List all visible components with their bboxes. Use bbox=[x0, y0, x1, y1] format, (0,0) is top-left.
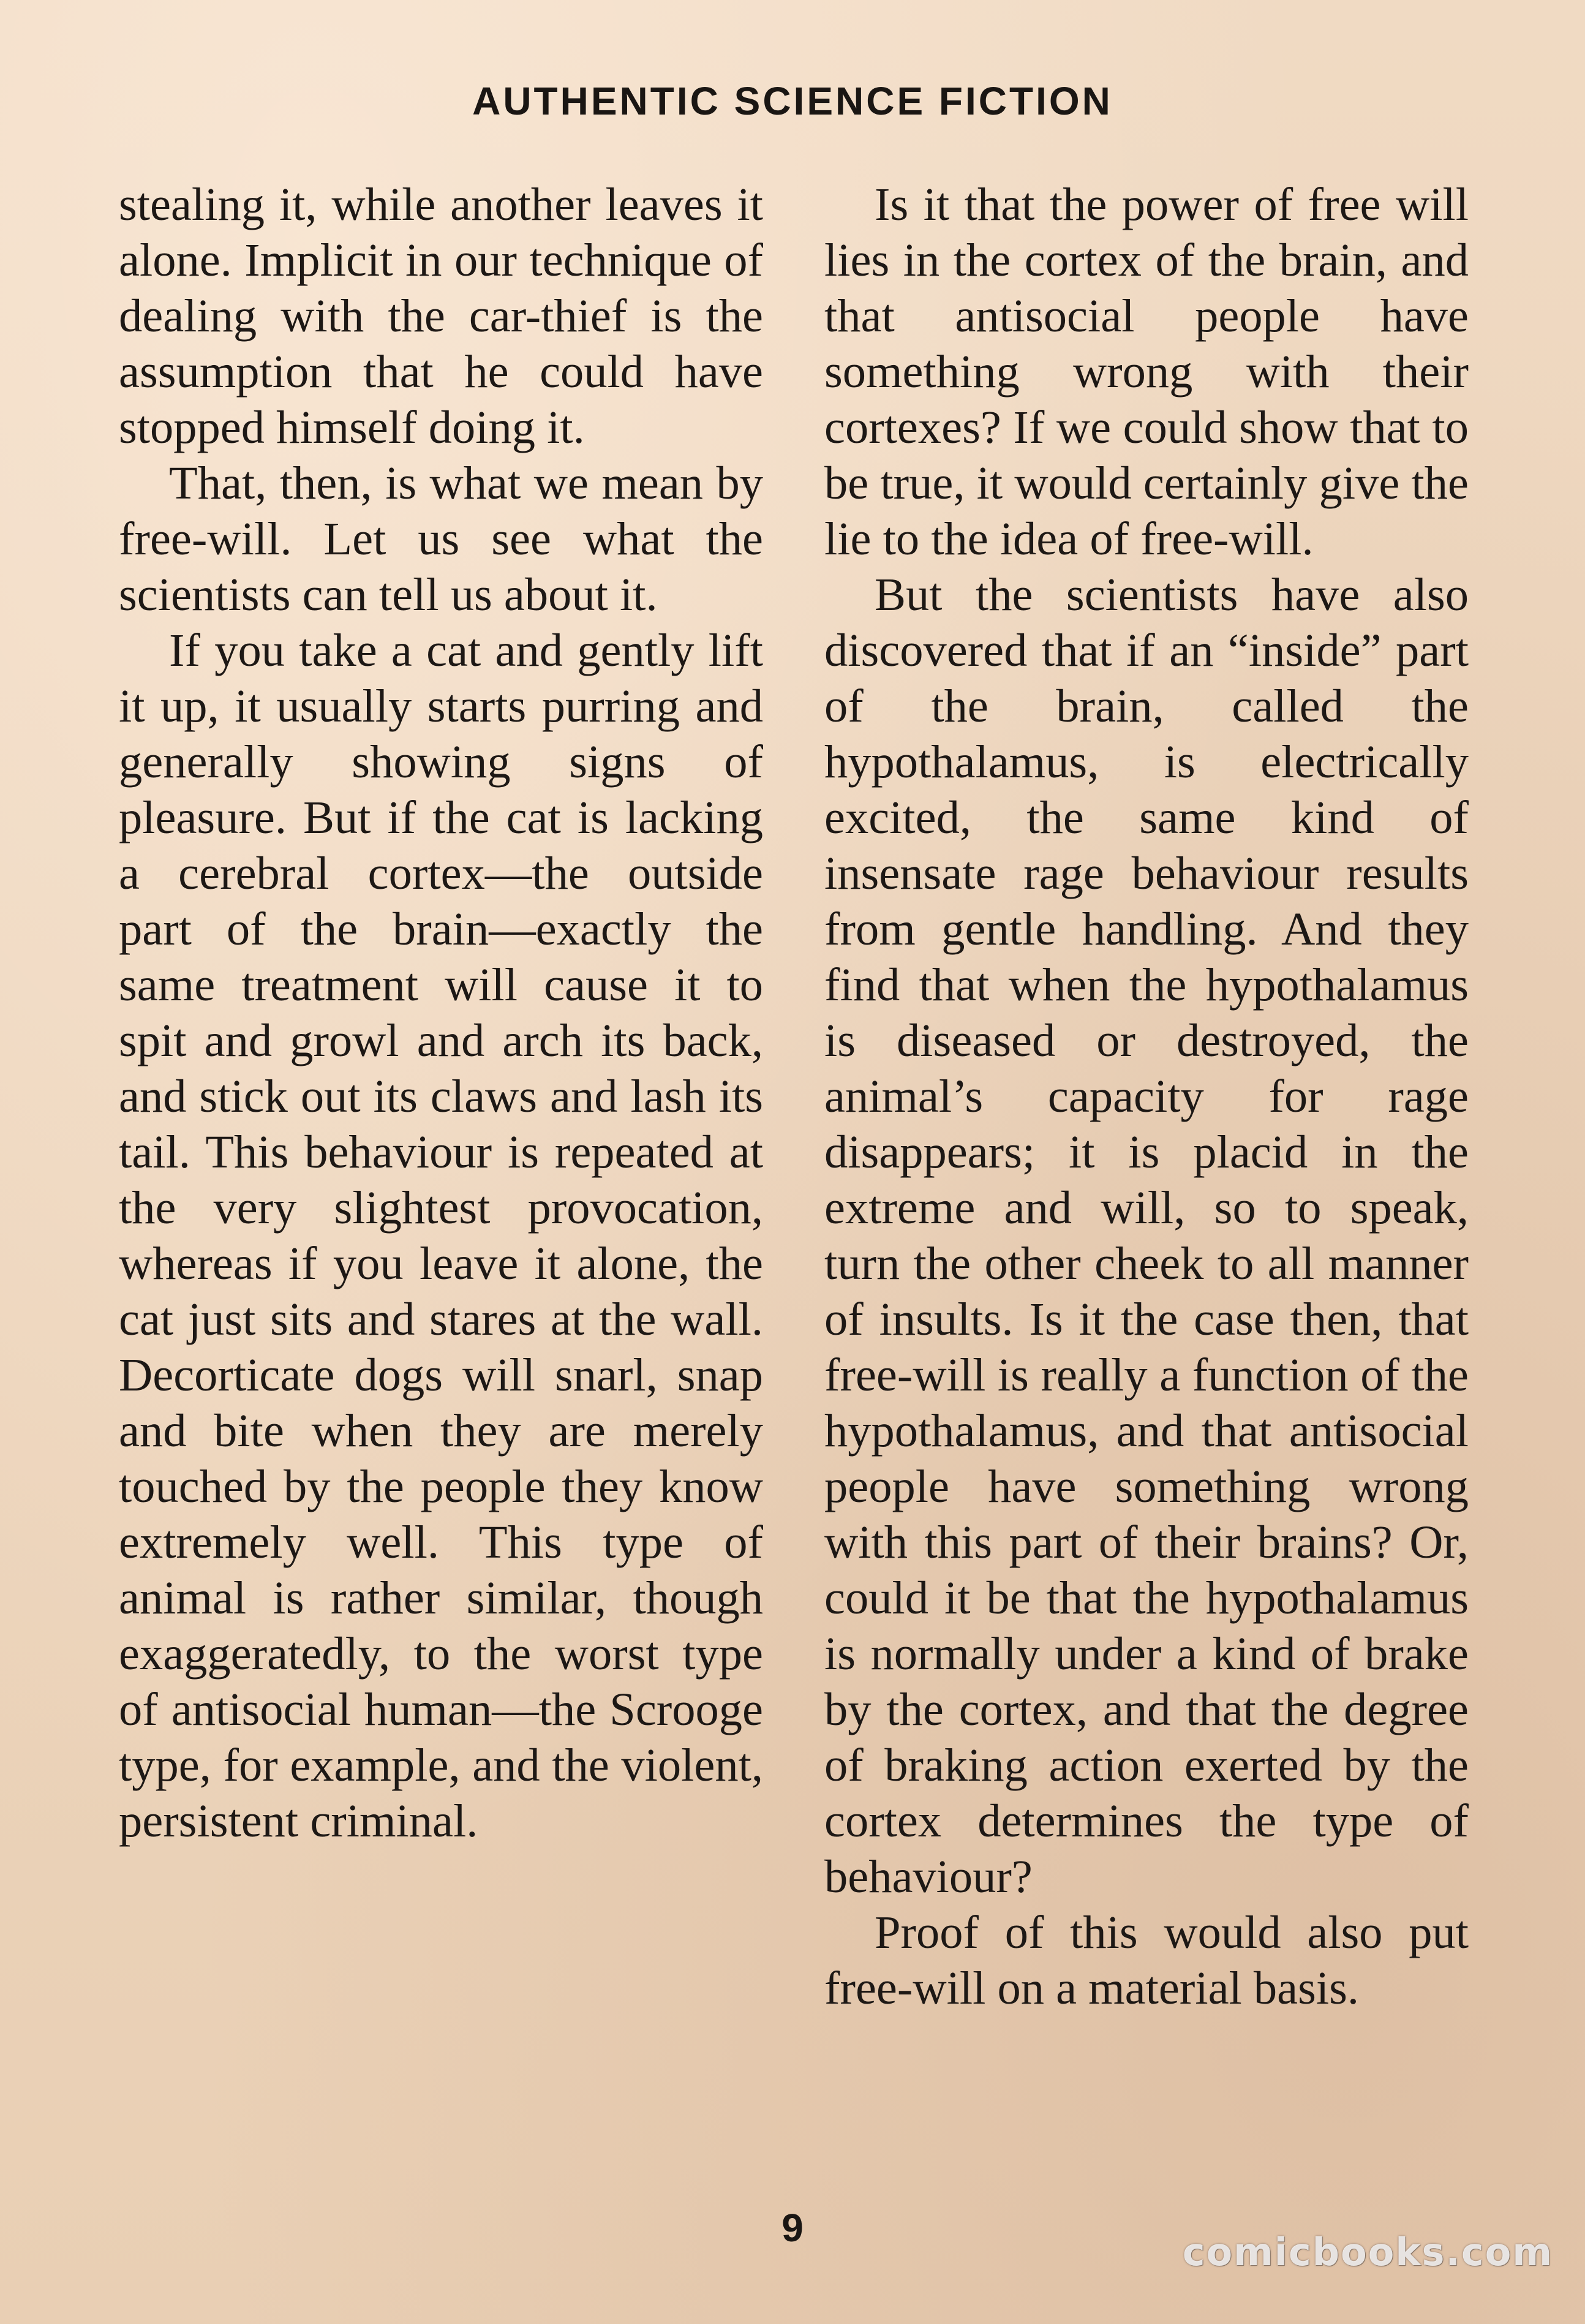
right-column bbox=[824, 176, 1469, 2016]
left-column bbox=[119, 176, 763, 1849]
paragraph: But the scientists have also discovered that if an “inside” part of the brain, called the hypothalamus, is electrically excited, the same kind of insensate rage behaviour results from gentle handling. And they find that when the hypothalamus is diseased or destroyed, the animal’s capacity for rage disappears; it is placid in the extreme and will, so to speak, turn the other cheek to all manner of insults. Is it the case then, that free-will is really a function of the hypothalamus, and that antisocial people have something wrong with this part of their brains? Or, could it be that the hypothalamus is normally under a kind of brake by the cortex, and that the degree of braking action exerted by the cortex determines the type of behaviour? bbox=[824, 568, 1469, 1903]
page-number: 9 bbox=[781, 2206, 804, 2250]
paragraph: That, then, is what we mean by free-will. Let us see what the scientists can tell us about it. bbox=[119, 457, 763, 621]
running-header: AUTHENTIC SCIENCE FICTION bbox=[472, 79, 1113, 123]
paragraph: If you take a cat and gently lift it up, it usually starts purring and generally showing signs of pleasure. But if the cat is lacking a cerebral cortex—the outside part of the brain—exactly the same treatment will cause it to spit and growl and arch its back, and stick out its claws and lash its tail. This behaviour is repeated at the very slightest provocation, whereas if you leave it alone, the cat just sits and stares at the wall. Decorticate dogs will snarl, snap and bite when they are merely touched by the people they know extremely well. This type of animal is rather similar, though exaggeratedly, to the worst type of antisocial human—the Scrooge type, for example, and the violent, persistent criminal. bbox=[119, 624, 763, 1847]
paragraph: stealing it, while another leaves it alone. Implicit in our technique of dealing with the car-thief is the assumption that he could have stopped himself doing it. bbox=[119, 178, 763, 453]
paragraph: Proof of this would also put free-will on a material basis. bbox=[824, 1906, 1469, 2014]
watermark: comicbooks.com bbox=[1182, 2230, 1553, 2274]
paragraph: Is it that the power of free will lies in the cortex of the brain, and that antisocial people have something wrong with their cortexes? If we could show that to be true, it would certainly give the lie to the idea of free-will. bbox=[824, 178, 1469, 565]
